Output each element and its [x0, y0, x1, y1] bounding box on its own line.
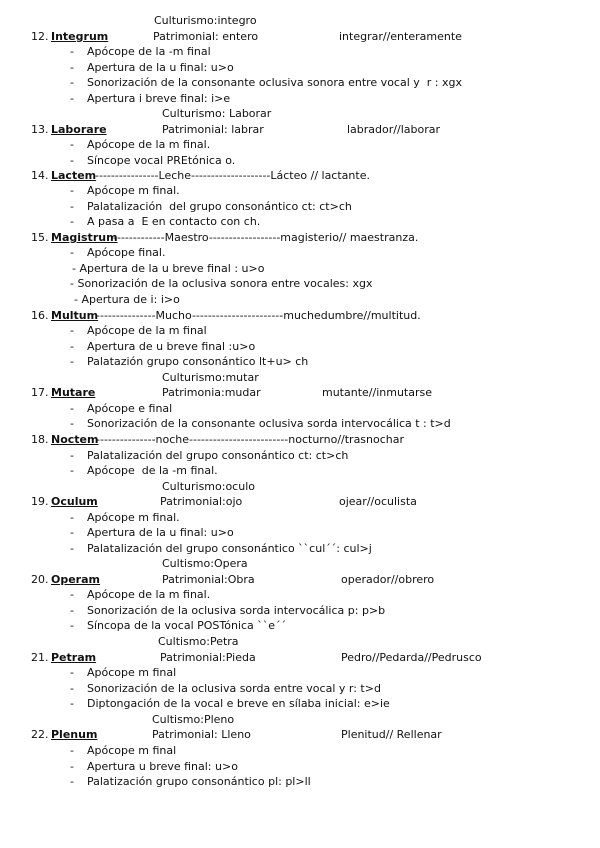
derived-words: Plenitud// Rellenar — [341, 728, 442, 741]
rule-item: Sonorización de la oclusiva sorda intervocálica p: p>b — [87, 604, 386, 617]
bullet-dash: - — [70, 246, 74, 259]
bullet-dash: - — [70, 526, 74, 539]
rule-item: Apócope de la -m final. — [87, 464, 218, 477]
rule-item: Apócope m final. — [87, 511, 180, 524]
entry-number: 16. — [31, 309, 49, 322]
bullet-dash: - — [70, 355, 74, 368]
bullet-dash: - — [70, 619, 74, 632]
rule-item: Apócope de la m final. — [87, 138, 211, 151]
latin-word: Plenum — [51, 728, 98, 741]
derived-words: operador//obrero — [341, 573, 435, 586]
culturism-line: Culturismo:oculo — [162, 480, 255, 493]
bullet-dash: - — [70, 340, 74, 353]
latin-word: Noctem — [51, 433, 99, 446]
rule-item: Apócope e final — [87, 402, 173, 415]
culturism-line: Culturismo: Laborar — [162, 107, 272, 120]
bullet-dash: - — [70, 154, 74, 167]
rule-item: Palatalización del grupo consonántico ct: ct>ch — [87, 200, 352, 213]
bullet-dash: - — [70, 744, 74, 757]
rule-item: Apócope final. — [87, 246, 166, 259]
entry-line-text: -------------Maestro------------------magisterio// maestranza. — [113, 231, 419, 244]
bullet-dash: - — [70, 464, 74, 477]
culturism-line: Cultismo:Pleno — [152, 713, 235, 726]
latin-word: Multum — [51, 309, 99, 322]
rule-item: Apócope m final — [87, 744, 177, 757]
rule-item: Apócope m final — [87, 666, 177, 679]
latin-word: Magistrum — [51, 231, 118, 244]
entry-number: 18. — [31, 433, 49, 446]
bullet-dash: - — [70, 76, 74, 89]
latin-word: Mutare — [51, 386, 96, 399]
latin-word: Lactem — [51, 169, 97, 182]
bullet-dash: - — [70, 588, 74, 601]
rule-item: Diptongación de la vocal e breve en sílaba inicial: e>ie — [87, 697, 390, 710]
rule-item: Síncopa de la vocal POSTónica ``e´´ — [87, 619, 287, 632]
bullet-dash: - — [70, 45, 74, 58]
patrimonial-form: Patrimonial: labrar — [162, 123, 264, 136]
entry-number: 15. — [31, 231, 49, 244]
rule-item: Sonorización de la oclusiva sorda entre vocal y r: t>d — [87, 682, 381, 695]
rule-item: Apertura u breve final: u>o — [87, 760, 238, 773]
culturism-line: Culturismo:integro — [154, 14, 257, 27]
rule-item: - Apertura de la u breve final : u>o — [72, 262, 265, 275]
bullet-dash: - — [70, 324, 74, 337]
bullet-dash: - — [70, 682, 74, 695]
rule-item: Apócope m final. — [87, 184, 180, 197]
patrimonial-form: Patrimonial: Lleno — [152, 728, 251, 741]
bullet-dash: - — [70, 61, 74, 74]
patrimonial-form: Patrimonial: entero — [153, 30, 259, 43]
rule-item: A pasa a E en contacto con ch. — [87, 215, 261, 228]
patrimonial-form: Patrimonia:mudar — [162, 386, 261, 399]
rule-item: Apertura de la u final: u>o — [87, 61, 234, 74]
latin-word: Petram — [51, 651, 97, 664]
entry-number: 20. — [31, 573, 49, 586]
rule-item: Sonorización de la consonante oclusiva sorda intervocálica t : t>d — [87, 417, 451, 430]
latin-word: Laborare — [51, 123, 107, 136]
rule-item: Apertura de u breve final :u>o — [87, 340, 256, 353]
bullet-dash: - — [70, 542, 74, 555]
bullet-dash: - — [70, 184, 74, 197]
bullet-dash: - — [70, 697, 74, 710]
bullet-dash: - — [70, 200, 74, 213]
patrimonial-form: Patrimonial:Pieda — [160, 651, 256, 664]
rule-item: Palatalización del grupo consonántico ``cul´´: cul>j — [87, 542, 372, 555]
bullet-dash: - — [70, 449, 74, 462]
latin-word: Oculum — [51, 495, 98, 508]
rule-item: Apócope de la -m final — [87, 45, 211, 58]
entry-number: 12. — [31, 30, 49, 43]
entry-number: 19. — [31, 495, 49, 508]
rule-item: - Apertura de i: i>o — [74, 293, 180, 306]
rule-item: Síncope vocal PREtónica o. — [87, 154, 236, 167]
entry-number: 14. — [31, 169, 49, 182]
bullet-dash: - — [70, 215, 74, 228]
culturism-line: Culturismo:mutar — [162, 371, 259, 384]
entry-line-text: ---------------Mucho-----------------------muchedumbre//multitud. — [96, 309, 421, 322]
rule-item: Palatazión grupo consonántico lt+u> ch — [87, 355, 309, 368]
rule-item: Palatalización del grupo consonántico ct: ct>ch — [87, 449, 349, 462]
culturism-line: Cultismo:Petra — [158, 635, 239, 648]
bullet-dash: - — [70, 511, 74, 524]
rule-item: Apertura i breve final: i>e — [87, 92, 231, 105]
entry-number: 13. — [31, 123, 49, 136]
bullet-dash: - — [70, 417, 74, 430]
bullet-dash: - — [70, 92, 74, 105]
derived-words: integrar//enteramente — [339, 30, 462, 43]
bullet-dash: - — [70, 666, 74, 679]
latin-word: Operam — [51, 573, 100, 586]
rule-item: - Sonorización de la oclusiva sonora entre vocales: xgx — [70, 277, 373, 290]
derived-words: labrador//laborar — [347, 123, 440, 136]
rule-item: Apócope de la m final. — [87, 588, 211, 601]
derived-words: mutante//inmutarse — [322, 386, 432, 399]
rule-item: Apertura de la u final: u>o — [87, 526, 234, 539]
latin-word: Integrum — [51, 30, 109, 43]
patrimonial-form: Patrimonial:Obra — [162, 573, 255, 586]
derived-words: Pedro//Pedarda//Pedrusco — [341, 651, 482, 664]
entry-number: 21. — [31, 651, 49, 664]
bullet-dash: - — [70, 604, 74, 617]
bullet-dash: - — [70, 138, 74, 151]
entry-line-text: ---------------noche-------------------------nocturno//trasnochar — [96, 433, 405, 446]
rule-item: Apócope de la m final — [87, 324, 207, 337]
derived-words: ojear//oculista — [339, 495, 417, 508]
culturism-line: Cultismo:Opera — [162, 557, 248, 570]
entry-line-text: ----------------Leche--------------------Lácteo // lactante. — [95, 169, 370, 182]
rule-item: Palatización grupo consonántico pl: pl>ll — [87, 775, 311, 788]
entry-number: 17. — [31, 386, 49, 399]
bullet-dash: - — [70, 760, 74, 773]
entry-number: 22. — [31, 728, 49, 741]
bullet-dash: - — [70, 402, 74, 415]
patrimonial-form: Patrimonial:ojo — [160, 495, 243, 508]
rule-item: Sonorización de la consonante oclusiva sonora entre vocal y r : xgx — [87, 76, 462, 89]
bullet-dash: - — [70, 775, 74, 788]
